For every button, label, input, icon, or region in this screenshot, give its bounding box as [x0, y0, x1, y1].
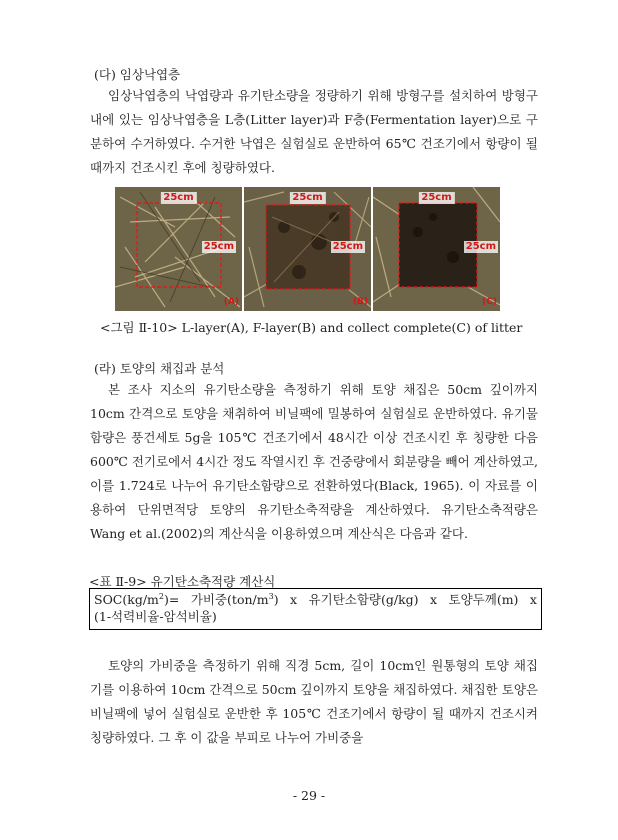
soil-thickness-term: 토양두께(m): [448, 592, 519, 607]
soil-paragraph: [90, 378, 538, 546]
f-layer-tag: (B): [352, 297, 368, 307]
collect-tag: (C): [482, 297, 497, 307]
collect-height-label: 25cm: [465, 241, 496, 252]
formula-line-2: (1-석력비율-암석비율): [94, 609, 217, 624]
soil-text: 본 조사 지소의 유기탄소량을 측정하기 위해 토양 채집은 50cm 깊이까지 10cm 간격으로 토양을 채취하여 비닐팩에 밀봉하여 실험실로 운반하였다. 유기물 함량은 풍건세토 5g을 105℃ 건조기에서 48시간 이상 건조시킨 후 칭량한 다음 600℃ 전기로에서 4시간 정도 작열시킨 후 건중량에서 회분량을 빼어 계산하였고, 이를 1.724로 나누어 유기탄소함량으로 전환하였다(Black, 1965). 이 자료를 이용하여 단위면적당 토양의 유기탄소축적량을 계산하였다. 유기탄소축적량은 Wang et al.(2002)의 계산식을 이용하였으며 계산식은 다음과 같다.: [90, 382, 538, 541]
closing-text: 토양의 가비중을 측정하기 위해 직경 5cm, 길이 10cm인 원통형의 토양 채집기를 이용하여 10cm 간격으로 50cm 깊이까지 토양을 채집하였다. 채집한 토양은 비닐팩에 넣어 실험실로 운반한 후 105℃ 건조기에서 항량이 될 때까지 건조시켜 칭량하였다. 그 후 이 값을 부피로 나누어 가비중을: [90, 658, 538, 745]
litter-photo-figure: [115, 187, 500, 311]
soc-formula-box: [89, 588, 542, 630]
photo-l-layer: [115, 187, 242, 311]
times-sign-2: x: [430, 592, 438, 607]
forest-litter-paragraph: [90, 84, 538, 180]
l-layer-width-label: 25cm: [160, 192, 196, 204]
photo-f-layer: [244, 187, 371, 311]
l-layer-tag: (A): [223, 297, 239, 307]
collect-width-label: 25cm: [418, 192, 454, 204]
soc-term: [94, 591, 179, 608]
soc-term-end: )=: [164, 592, 180, 607]
figure-caption: <그림 Ⅱ-10> L-layer(A), F-layer(B) and collect complete(C) of litter: [100, 320, 523, 335]
soc-exponent: 2: [158, 591, 164, 601]
formula-line-1: [94, 591, 537, 608]
times-sign-1: x: [290, 592, 298, 607]
bulk-density-end: ): [273, 592, 279, 607]
page-number: - 29 -: [292, 788, 326, 803]
photo-collect-complete: [373, 187, 500, 311]
bulk-density-exponent: 3: [268, 591, 274, 601]
f-layer-height-label: 25cm: [332, 241, 363, 252]
l-layer-height-label: 25cm: [203, 241, 234, 252]
section-heading-soil: (라) 토양의 채집과 분석: [94, 361, 225, 376]
section-heading-forest-litter: (다) 임상낙엽층: [94, 67, 181, 82]
soc-term-text: SOC(kg/m: [94, 592, 159, 607]
closing-paragraph: [90, 654, 538, 750]
table-title: <표 Ⅱ-9> 유기탄소축적량 계산식: [89, 574, 276, 589]
times-sign-3: x: [529, 592, 537, 607]
forest-litter-text: 임상낙엽층의 낙엽량과 유기탄소량을 정량하기 위해 방형구를 설치하여 방형구내에 있는 임상낙엽층을 L층(Litter layer)과 F층(Fermentation layer)으로 구분하여 수거하였다. 수거한 낙엽은 실험실로 운반하여 65℃ 건조기에서 항량이 될 때까지 건조시킨 후에 칭량하였다.: [90, 88, 538, 175]
f-layer-width-label: 25cm: [289, 192, 325, 204]
organic-carbon-term: 유기탄소함량(g/kg): [308, 592, 419, 607]
bulk-density-term: [191, 591, 279, 608]
bulk-density-text: 가비중(ton/m: [190, 592, 269, 607]
